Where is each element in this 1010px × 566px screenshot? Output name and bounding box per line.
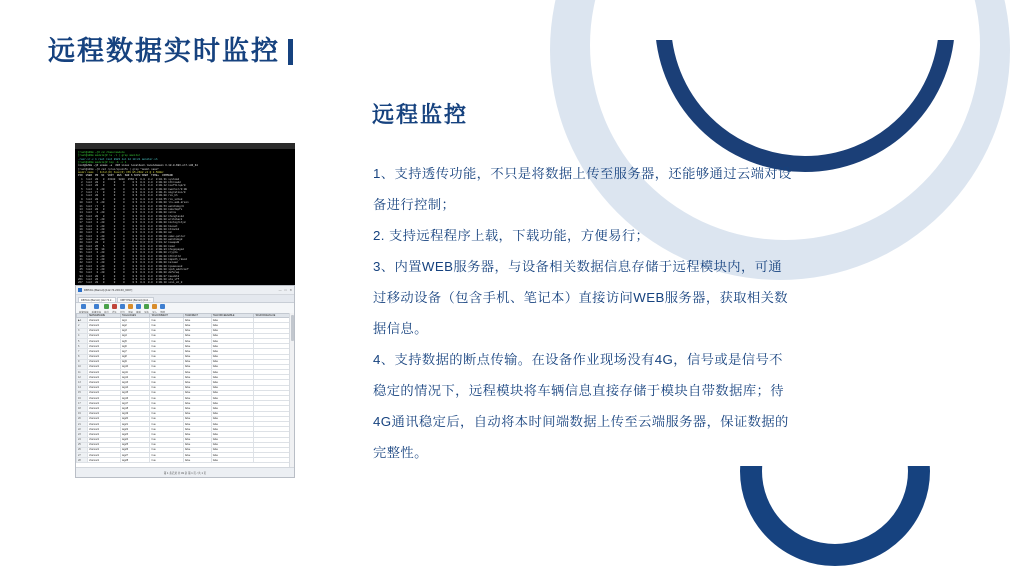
row-index: 20 bbox=[77, 416, 88, 421]
body-paragraph-2: 2. 支持远程程序上载，下载功能，方便易行； bbox=[373, 228, 650, 243]
terminal-line: 22 root 0 -20 0 0 0 S 0.0 0.0 0:00.00 watchdogd bbox=[78, 237, 183, 241]
row-index: 24 bbox=[77, 437, 88, 442]
row-index: 22 bbox=[77, 427, 88, 432]
table-row[interactable]: 27 channel1 tag27 true false false bbox=[77, 453, 294, 458]
terminal-line: 11 root rt 0 0 0 0 S 0.0 0.0 0:00.53 watchdog/0 bbox=[78, 204, 184, 208]
terminal-line: 17 root 0 -20 0 0 0 S 0.0 0.0 0:00.00 kintegrityd bbox=[78, 221, 186, 225]
terminal-line: 43 root 0 -20 0 0 0 S 0.0 0.0 0:00.00 kpsmoused bbox=[78, 264, 183, 268]
terminal-line: 31 root 0 -20 0 0 0 S 0.0 0.0 0:00.00 crypto bbox=[78, 251, 178, 255]
table-row[interactable]: 11 channel1 tag11 true false false bbox=[77, 370, 294, 375]
row-index: 13 bbox=[77, 380, 88, 385]
row-index: 27 bbox=[77, 453, 88, 458]
tab-dbtag[interactable]: DBTAG (Barrett) [112.74.2... bbox=[78, 297, 116, 302]
row-index: 28 bbox=[77, 458, 88, 463]
table-row[interactable]: 24 channel1 tag24 true false false bbox=[77, 437, 294, 442]
close-button[interactable]: ✕ bbox=[289, 288, 292, 292]
row-index: 15 bbox=[77, 390, 88, 395]
table-row[interactable]: 22 channel1 tag22 true false false bbox=[77, 427, 294, 432]
page-title bbox=[48, 38, 293, 65]
terminal-header-line: -rwxr-xr-x 1 root root 8923 Jul 12 10:21 monitor.sh bbox=[78, 157, 158, 161]
new-connection-icon bbox=[81, 304, 86, 309]
row-index: 16 bbox=[77, 396, 88, 401]
table-row[interactable]: 23 channel1 tag23 true false false bbox=[77, 432, 294, 437]
commit-icon bbox=[120, 304, 125, 309]
row-index: 3 bbox=[77, 328, 88, 333]
refresh-icon bbox=[136, 304, 141, 309]
row-index: 26 bbox=[77, 447, 88, 452]
rollback-icon bbox=[128, 304, 133, 309]
row-index: 18 bbox=[77, 406, 88, 411]
row-index: ▶1 bbox=[77, 318, 88, 323]
table-row[interactable]: 7 channel1 tag7 true false false bbox=[77, 349, 294, 354]
page-title-text: 远程数据实时监控 bbox=[48, 36, 280, 66]
table-row[interactable]: 18 channel1 tag18 true false false bbox=[77, 406, 294, 411]
col-servername[interactable]: SERVERNAME bbox=[88, 314, 121, 318]
terminal-header-line: [root@iZ0m module]# ls -l | grep monitor bbox=[78, 154, 141, 158]
table-row[interactable]: 14 channel1 tag14 true false false bbox=[77, 385, 294, 390]
window-controls bbox=[279, 288, 292, 292]
stop-icon bbox=[112, 304, 117, 309]
table-row[interactable]: ▶1 channel1 tag1 true false false bbox=[77, 318, 294, 323]
import-icon bbox=[152, 304, 157, 309]
terminal-line: model name : Intel(R) Xeon(R) CPU E5-2682 v4 @ 2.50GHz bbox=[78, 171, 164, 175]
terminal-line: 9 root 20 0 0 0 0 S 0.0 0.0 0:04.55 rcu_sched bbox=[78, 197, 183, 201]
row-index: 7 bbox=[77, 349, 88, 354]
table-row[interactable]: 4 channel1 tag4 true false false bbox=[77, 333, 294, 338]
row-index: 5 bbox=[77, 338, 88, 343]
minimize-button[interactable]: — bbox=[278, 288, 282, 292]
terminal-line: 29 root 25 5 0 0 0 S 0.0 0.0 0:00.00 ksmd bbox=[78, 244, 175, 248]
table-row[interactable]: 28 channel1 tag28 true false false bbox=[77, 458, 294, 463]
terminal-line: 261 root 20 0 0 0 0 S 0.0 0.0 0:00.00 ata_sff bbox=[78, 278, 180, 282]
table-row[interactable]: 6 channel1 tag6 true false false bbox=[77, 344, 294, 349]
table-row[interactable]: 19 channel1 tag19 true false false bbox=[77, 411, 294, 416]
table-row[interactable]: 9 channel1 tag9 true false false bbox=[77, 359, 294, 364]
col-tagforceenable[interactable]: TAGFORCEENABLE bbox=[211, 314, 254, 318]
terminal-line: 30 root 39 19 0 0 0 S 0.0 0.0 0:00.83 khugepaged bbox=[78, 247, 184, 251]
terminal-line: root@iZ0m ~]# uname -a ### Linux localhost.localdomain 3.10.0-693.el7.x86_64 bbox=[78, 164, 198, 168]
row-index: 25 bbox=[77, 442, 88, 447]
export-icon bbox=[144, 304, 149, 309]
row-index: 19 bbox=[77, 411, 88, 416]
row-index: 8 bbox=[77, 354, 88, 359]
tag-table bbox=[76, 313, 294, 463]
table-row[interactable]: 13 channel1 tag13 true false false bbox=[77, 380, 294, 385]
row-index: 10 bbox=[77, 364, 88, 369]
table-row[interactable]: 16 channel1 tag16 true false false bbox=[77, 396, 294, 401]
maximize-button[interactable]: □ bbox=[284, 288, 287, 292]
table-row[interactable]: 10 channel1 tag10 true false false bbox=[77, 364, 294, 369]
table-row[interactable]: 26 channel1 tag26 true false false bbox=[77, 447, 294, 452]
terminal-header-line: [root@iZ0m ~]# cd /home/module bbox=[78, 151, 125, 154]
database-app-screenshot bbox=[75, 285, 295, 478]
col-tagaliases[interactable]: TAGALIASES bbox=[120, 314, 150, 318]
terminal-line: 41 root 0 -20 0 0 0 S 0.0 0.0 0:00.00 kmpath_rdacd bbox=[78, 258, 187, 261]
terminal-line: 94 root 20 0 0 0 0 S 0.0 0.0 0:00.07 kauditd bbox=[78, 274, 180, 278]
title-accent-bar bbox=[288, 39, 293, 65]
tab-dbtype2[interactable]: DBTYPE2 (Barrett) [112.... bbox=[117, 297, 154, 302]
terminal-line: 21 root 0 -20 0 0 0 S 0.0 0.0 0:00.00 edac-poller bbox=[78, 234, 186, 238]
terminal-line: 10 root 0 -20 0 0 0 S 0.0 0.0 0:00.00 lru-add-drain bbox=[78, 201, 189, 205]
terminal-line: 58 root 0 -20 0 0 0 S 0.0 0.0 0:00.00 deferwq bbox=[78, 271, 180, 275]
table-row[interactable]: 20 channel1 tag20 true false false bbox=[77, 416, 294, 421]
table-row[interactable]: 17 channel1 tag17 true false false bbox=[77, 401, 294, 406]
terminal-line: 8 root 20 0 0 0 0 S 0.0 0.0 0:00.00 rcu_bh bbox=[78, 194, 178, 198]
table-row[interactable]: 25 channel1 tag25 true false false bbox=[77, 442, 294, 447]
body-text-block bbox=[373, 158, 793, 468]
body-paragraph-1: 1、支持透传功能，不只是将数据上传至服务器，还能够通过云端对设备进行控制； bbox=[373, 166, 792, 212]
row-index: 21 bbox=[77, 421, 88, 426]
row-index: 2 bbox=[77, 323, 88, 328]
table-row[interactable]: 3 channel1 tag3 true false false bbox=[77, 328, 294, 333]
body-paragraph-3: 3、内置WEB服务器，与设备相关数据信息存储于远程模块内，可通过移动设备（包含手机、笔记本）直接访问WEB服务器，获取相关数据信息。 bbox=[373, 259, 788, 336]
row-index: 14 bbox=[77, 385, 88, 390]
terminal-line: 16 root 0 -20 0 0 0 S 0.0 0.0 0:00.00 writeback bbox=[78, 217, 183, 221]
grid-scrollbar[interactable] bbox=[289, 313, 294, 468]
terminal-line: 5 root 0 -20 0 0 0 S 0.0 0.0 0:00.00 kworker/0:0H bbox=[78, 187, 187, 191]
help-icon bbox=[160, 304, 165, 309]
grid-scrollbar-thumb[interactable] bbox=[291, 315, 294, 341]
app-tab-strip bbox=[76, 295, 294, 303]
terminal-line: 19 root 0 -20 0 0 0 S 0.0 0.0 0:00.00 kblockd bbox=[78, 227, 180, 231]
terminal-line: 45 root 0 -20 0 0 0 S 0.0 0.0 0:00.00 ipv6_addrconf bbox=[78, 268, 189, 272]
table-row[interactable]: 12 channel1 tag12 true false false bbox=[77, 375, 294, 380]
new-query-icon bbox=[94, 304, 99, 309]
row-index: 23 bbox=[77, 432, 88, 437]
status-bar: 第 1 条记录 共 49 条 第 1 页 / 共 1 页 bbox=[76, 467, 294, 477]
terminal-line: PID USER PR NI VIRT RES SHR S %CPU %MEM TIME+ COMMAND bbox=[78, 174, 173, 178]
terminal-line: 2 root 20 0 0 0 0 S 0.0 0.0 0:00.00 kthreadd bbox=[78, 181, 181, 185]
terminal-screenshot bbox=[75, 143, 295, 285]
terminal-header-line: [root@iZ0m module]# top -b -n 1 bbox=[78, 161, 127, 165]
data-grid[interactable] bbox=[76, 313, 294, 468]
table-row[interactable]: 15 channel1 tag15 true false false bbox=[77, 390, 294, 395]
terminal-line: 3 root 20 0 0 0 0 S 0.0 0.0 0:00.12 ksoftirqd/0 bbox=[78, 184, 186, 188]
terminal-line: 267 root 20 0 0 0 0 S 0.0 0.0 0:00.10 scsi_eh_0 bbox=[78, 281, 183, 285]
table-row[interactable]: 5 channel1 tag5 true false false bbox=[77, 338, 294, 343]
terminal-line: 39 root 0 -20 0 0 0 S 0.0 0.0 0:00.00 kthrotld bbox=[78, 254, 181, 258]
col-tagdirect[interactable]: TAGDIRECT bbox=[183, 314, 211, 318]
row-index: 11 bbox=[77, 370, 88, 375]
row-index: 4 bbox=[77, 333, 88, 338]
row-index: 6 bbox=[77, 344, 88, 349]
terminal-line: 20 root 0 -20 0 0 0 S 0.0 0.0 0:00.00 md bbox=[78, 231, 172, 235]
terminal-line: 28 root 20 0 0 0 0 S 0.0 0.0 0:01.12 kswapd0 bbox=[78, 241, 180, 245]
decor-arc-ring-mask bbox=[630, 0, 970, 40]
col-tagcomment[interactable]: TAGCOMMENT bbox=[150, 314, 184, 318]
row-index: 17 bbox=[77, 401, 88, 406]
terminal-line: 15 root 20 0 0 0 0 S 0.0 0.0 0:00.02 khungtaskd bbox=[78, 214, 184, 218]
table-row[interactable]: 21 channel1 tag21 true false false bbox=[77, 421, 294, 426]
terminal-line: 18 root 0 -20 0 0 0 S 0.0 0.0 0:00.00 bioset bbox=[78, 224, 178, 228]
terminal-line: 14 root 0 -20 0 0 0 S 0.0 0.0 0:00.00 netns bbox=[78, 211, 177, 215]
table-body bbox=[77, 318, 294, 463]
terminal-line: 1 root 20 0 43180 3820 2560 S 0.0 0.2 0:02.31 systemd bbox=[78, 177, 180, 181]
terminal-line: 13 root 20 0 0 0 0 S 0.0 0.0 0:00.00 kdevtmpfs bbox=[78, 207, 183, 211]
terminal-line: 42 root 0 -20 0 0 0 S 0.0 0.0 0:00.00 kaluad bbox=[78, 261, 178, 265]
section-heading: 远程监控 bbox=[372, 102, 469, 127]
app-logo-icon bbox=[78, 288, 82, 292]
col-tagforcevalue[interactable]: TAGFORCEVALUE bbox=[254, 314, 294, 318]
app-titlebar bbox=[76, 286, 294, 295]
execute-icon bbox=[104, 304, 109, 309]
table-row[interactable]: 8 channel1 tag8 true false false bbox=[77, 354, 294, 359]
table-row[interactable]: 2 channel1 tag2 true false false bbox=[77, 323, 294, 328]
body-paragraph-4: 4、支持数据的断点传输。在设备作业现场没有4G，信号或是信号不稳定的情况下，远程模块将车辆信息直接存储于模块自带数据库；待4G通讯稳定后，自动将本时间端数据上传至云端服务器，保证数据的完整性。 bbox=[373, 352, 789, 460]
row-index: 9 bbox=[77, 359, 88, 364]
terminal-line: [root@iZ0m ~]# cat /proc/cpuinfo | grep "model name" bbox=[78, 167, 159, 171]
app-window-title: DBTAG (Barrett) [112.74.203.63_6007] bbox=[84, 288, 133, 292]
row-index: 12 bbox=[77, 375, 88, 380]
terminal-line: 7 root rt 0 0 0 0 S 0.0 0.0 0:00.41 migration/0 bbox=[78, 191, 186, 195]
terminal-titlebar bbox=[75, 143, 295, 149]
